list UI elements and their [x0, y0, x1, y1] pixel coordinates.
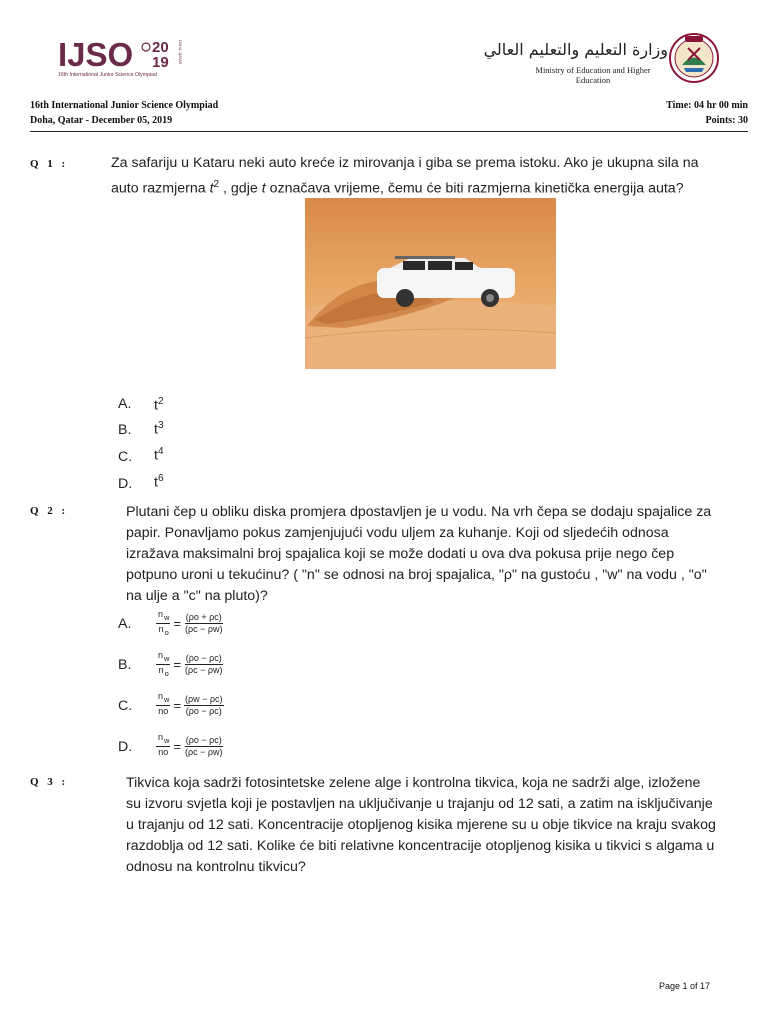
event-name: 16th International Junior Science Olympiad [30, 100, 219, 111]
question-2-line: papir. Ponavljamo pokus zamjenjujući vodu uljem za kuhanje. Koji od sljedećih odnosa [126, 525, 669, 541]
question-3-line: odnosu na kontrolnu tikvicu? [126, 859, 306, 875]
question-3-line: razdoblja od 12 sati. Kolike će biti relativne koncentracije otopljenog kisika u tikvici s algama u [126, 838, 715, 854]
q1-option-letter: B. [118, 422, 132, 438]
event-place-date: Doha, Qatar - December 05, 2019 [30, 115, 173, 126]
q2-option-d[interactable]: $\frac{n_w}{no}$ = $\frac{(\rho o - \rho c)}{(\rho c - \rho w)}$ [158, 732, 223, 757]
logo-tagline: 16th International Junior Science Olympiad [58, 72, 157, 78]
logo-side-text: DOHA, QATAR [178, 40, 182, 65]
ijso-logo [58, 36, 198, 80]
question-3-text [126, 773, 766, 878]
q2-option-a[interactable]: $\frac{n_w}{n_o}$ = $\frac{(\rho o + \rho c)}{(\rho c - \rho w)}$ [158, 609, 223, 637]
exam-points: Points: 30 [705, 115, 748, 126]
q1-option-letter: A. [118, 396, 132, 412]
question-1-line: Za safariju u Kataru neki auto kreće iz mirovanja i giba se prema istoku. Ako je ukupna sila na [111, 155, 699, 171]
q2-option-c[interactable]: $\frac{n_w}{no}$ = $\frac{(\rho w - \rho c)}{(\rho o - \rho c)}$ [158, 691, 223, 716]
q1-option-d[interactable]: $t^6$ [154, 473, 164, 491]
page-number: Page 1 of 17 [658, 981, 710, 991]
ministry-name-english: Ministry of Education and Higher Education [535, 65, 651, 85]
ministry-name-arabic: وزارة التعليم والتعليم العالي [483, 40, 668, 59]
exam-time: Time: 04 hr 00 min [666, 100, 748, 111]
question-2-line: potpuno uroni u tekućinu? ( "n" se odnosi na broj spajalica, "ρ" na gustoću , "w" na vodu , "o" [126, 567, 707, 583]
question-2-line: izražava maksimalni broj spajalica koji se može dodati u ova dva pokusa prije nego čep [126, 546, 675, 562]
q1-option-letter: D. [118, 476, 133, 492]
question-1-line: auto razmjerna $t^2$ , gdje t označava vrijeme, čemu će biti razmjerna kinetička energija auta? [111, 179, 684, 197]
question-1-text [111, 153, 741, 200]
logo-atom-icon [142, 43, 150, 51]
question-2-line: na ulje a "c" na pluto)? [126, 588, 268, 604]
q2-option-letter: A. [118, 616, 132, 632]
q1-option-b[interactable]: $t^3$ [154, 420, 164, 438]
q2-option-letter: C. [118, 698, 133, 714]
desert-car-photo [305, 198, 556, 369]
question-3-number: Q 3 : [30, 776, 69, 788]
question-2-line: Plutani čep u obliku diska promjera dpostavljen je u vodu. Na vrh čepa se dodaju spajalice za [126, 504, 712, 520]
q2-option-letter: B. [118, 657, 132, 673]
q2-option-b[interactable]: $\frac{n_w}{n_o}$ = $\frac{(\rho o - \rho c)}{(\rho c - \rho w)}$ [158, 650, 223, 678]
q1-option-a[interactable]: $t^2$ [154, 396, 164, 414]
header-divider [30, 131, 748, 132]
logo-year-top: 20 [152, 39, 169, 56]
qatar-emblem-icon [668, 32, 720, 84]
question-2-text [126, 502, 766, 607]
question-3-line: su izvoru svjetla koji je postavljen na uključivanje u trajanju od 12 sati, a zatim na isključivanje [126, 796, 713, 812]
q1-option-c[interactable]: $t^4$ [154, 446, 164, 464]
logo-year-bottom: 19 [152, 54, 169, 71]
question-1-number: Q 1 : [30, 158, 69, 170]
logo-text: IJSO [58, 36, 134, 73]
question-3-line: Tikvica koja sadrži fotosintetske zelene alge i kontrolna tikvica, koja ne sadrži alge, izložene [126, 775, 701, 791]
ministry-name [483, 40, 668, 85]
q2-option-letter: D. [118, 739, 133, 755]
question-3-line: u trajanju od 12 sati. Koncentracije otopljenog kisika mjerene su u obje tikvice na kraju svakog [126, 817, 716, 833]
q1-option-letter: C. [118, 449, 133, 465]
question-2-number: Q 2 : [30, 505, 69, 517]
